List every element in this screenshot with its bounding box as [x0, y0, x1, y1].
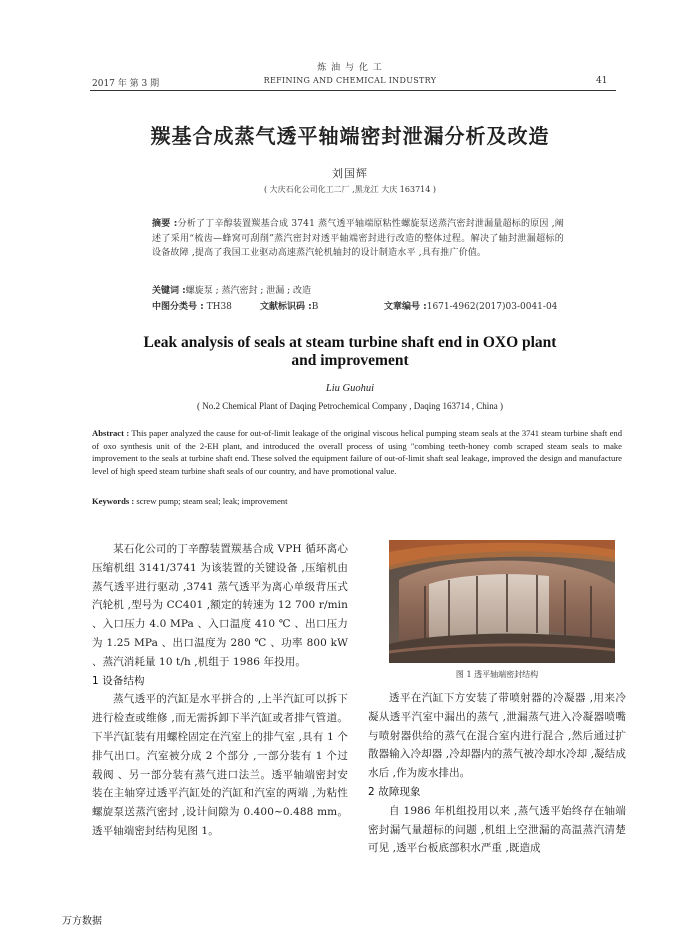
body-column-right — [368, 689, 626, 858]
body-column-left — [92, 540, 348, 841]
abstract-cn — [152, 217, 564, 261]
body-paragraph: 蒸气透平的汽缸是水平拼合的 ,上半汽缸可以拆下进行检查或维修 ,而无需拆卸下半汽缸或者排气管道。下半汽缸装有用螺栓固定在汽室上的排气室 ,具有 1 个排气出口。汽室被分成 2 个部分 ,一部分装有 1 个过载阀 、另一部分装有蒸气进口法兰。透平轴端密封安装在主轴穿过透平汽缸处的汽缸和汽室的两端 ,为粘性螺旋泵送蒸汽密封 ,设计间隙为 0.400~0.488 mm。透平轴端密封结构见图 1。 — [92, 693, 348, 837]
header-rule — [90, 90, 616, 91]
figure-1-photo — [389, 540, 615, 663]
body-paragraph: 自 1986 年机组投用以来 ,蒸气透平始终存在轴端密封漏气量超标的问题 ,机组上空泄漏的高温蒸汽清楚可见 ,透平台板底部积水严重 ,既造成 — [368, 804, 626, 855]
abstract-en-label: Abstract : — [92, 428, 130, 438]
keywords-cn-label: 关键词 : — [152, 286, 186, 296]
abstract-en-text: This paper analyzed the cause for out-of-limit leakage of the original viscous helical pumping steam seals at the 3741 steam turbine shaft end of oxo synthesis unit of the 2-EH plant, and introduced the overall process of using "combing teeth-honey comb scraped steam seals to make improvement to the seals at turbine shaft end. These solved the equipment failure of out-of-limit shaft seal leakage, improved the design and manufacture level of high speed steam turbine shaft seals of our country, and have promotional value. — [92, 428, 622, 476]
abstract-en — [92, 427, 622, 477]
paper-title-en: Leak analysis of seals at steam turbine shaft end in OXO plant and improvement — [143, 334, 557, 369]
shaft-seal-photo — [389, 540, 615, 663]
page-number: 41 — [596, 76, 608, 86]
author-cn: 刘国辉 — [332, 167, 368, 180]
journal-name-en: REFINING AND CHEMICAL INDUSTRY — [263, 76, 437, 85]
clc-number: 中图分类号 : TH38 — [152, 302, 232, 312]
keywords-cn — [152, 283, 564, 296]
footer-watermark: 万方数据 — [62, 916, 102, 927]
author-en: Liu Guohui — [325, 383, 375, 394]
figure-1-caption: 图 1 透平轴端密封结构 — [455, 670, 539, 679]
keywords-cn-text: 螺旋泵 ; 蒸汽密封 ; 泄漏 ; 改造 — [185, 286, 311, 296]
section-heading-1: 1 设备结构 — [92, 674, 145, 687]
paper-title-cn: 羰基合成蒸气透平轴端密封泄漏分析及改造 — [150, 124, 550, 148]
journal-name-cn: 炼 油 与 化 工 — [317, 63, 383, 73]
document-code: 文献标识码 :B — [260, 302, 319, 312]
issue-label: 2017 年 第 3 期 — [92, 79, 160, 89]
keywords-en-label: Keywords : — [92, 496, 135, 506]
abstract-cn-text: 分析了丁辛醇装置羰基合成 3741 蒸气透平轴端原粘性螺旋泵送蒸汽密封泄漏量超标的原因 ,阐述了采用“梳齿—蜂窝可刮削”蒸汽密封对透平轴端密封进行改造的整体过程。解决了轴封泄漏超标的设备故障 ,提高了我国工业驱动高速蒸汽轮机轴封的设计制造水平 ,具有推广价值。 — [152, 219, 564, 258]
affiliation-en: ( No.2 Chemical Plant of Daqing Petrochemical Company , Daqing 163714 , China ) — [197, 401, 503, 411]
body-paragraph: 透平在汽缸下方安装了带喷射器的冷凝器 ,用来冷凝从透平汽室中漏出的蒸气 ,泄漏蒸气进入冷凝器喷嘴与喷射器供给的蒸气在混合室内进行混合 ,然后通过扩散器输入冷却器 ,冷却器内的蒸气被冷却水冷却 ,凝结成水后 ,作为废水排出。 — [368, 692, 626, 780]
abstract-cn-label: 摘要 : — [152, 219, 178, 229]
article-number: 文章编号 :1671-4962(2017)03-0041-04 — [384, 302, 558, 312]
affiliation-cn: ( 大庆石化公司化工二厂 ,黑龙江 大庆 163714 ) — [263, 185, 437, 194]
keywords-en — [92, 496, 622, 506]
body-paragraph: 某石化公司的丁辛醇装置羰基合成 VPH 循环离心压缩机组 3141/3741 为该装置的关键设备 ,压缩机由蒸气透平进行驱动 ,3741 蒸气透平为离心单级背压式汽轮机 ,型号为 CC401 ,额定的转速为 12 700 r/min 、入口压力 4.0 MPa 、入口温度 410 ℃ 、出口压力为 1.25 MPa 、出口温度为 280 ℃ 、功率 800 kW 、蒸汽消耗量 10 t/h ,机组于 1986 年投用。 — [92, 543, 348, 668]
section-heading-2: 2 故障现象 — [368, 785, 421, 798]
keywords-en-text: screw pump; steam seal; leak; improvement — [136, 496, 288, 506]
